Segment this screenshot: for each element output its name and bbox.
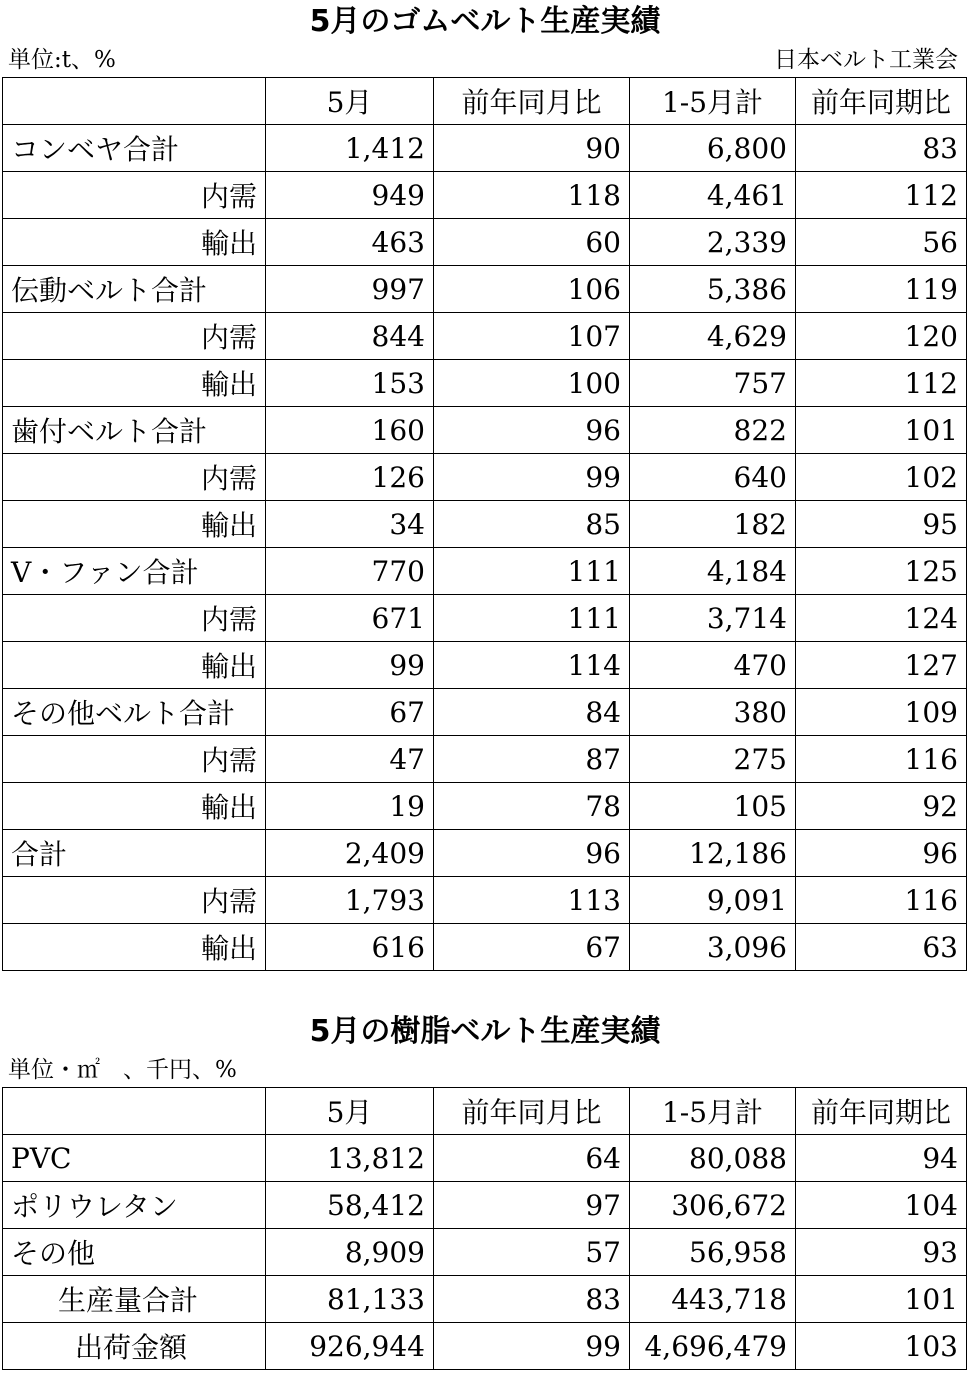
table-cell: 100 xyxy=(434,360,630,407)
row-label: 生産量合計 xyxy=(3,1276,266,1323)
table-cell: 81,133 xyxy=(266,1276,434,1323)
table-cell: 105 xyxy=(630,783,796,830)
table-cell: 96 xyxy=(796,830,967,877)
table-cell: 84 xyxy=(434,689,630,736)
table-cell: 99 xyxy=(434,454,630,501)
table-cell: 57 xyxy=(434,1229,630,1276)
table-cell: 103 xyxy=(796,1323,967,1370)
table-cell: 96 xyxy=(434,407,630,454)
row-label: 内需 xyxy=(3,454,266,501)
table-cell: 470 xyxy=(630,642,796,689)
row-label: その他ベルト合計 xyxy=(3,689,266,736)
table-row xyxy=(3,830,967,877)
table-row xyxy=(3,172,967,219)
table-row xyxy=(3,1135,967,1182)
table-cell: 1,793 xyxy=(266,877,434,924)
table-cell: 109 xyxy=(796,689,967,736)
column-header: 前年同期比 xyxy=(796,78,967,125)
table-row xyxy=(3,407,967,454)
table-cell: 13,812 xyxy=(266,1135,434,1182)
table-row xyxy=(3,125,967,172)
table-cell: 56,958 xyxy=(630,1229,796,1276)
table-cell: 83 xyxy=(434,1276,630,1323)
table-row xyxy=(3,1276,967,1323)
table-cell: 120 xyxy=(796,313,967,360)
table-cell: 113 xyxy=(434,877,630,924)
table-cell: 111 xyxy=(434,595,630,642)
row-label: 合計 xyxy=(3,830,266,877)
table-row xyxy=(3,548,967,595)
table-cell: 116 xyxy=(796,736,967,783)
table-cell: 93 xyxy=(796,1229,967,1276)
row-label: 出荷金額 xyxy=(3,1323,266,1370)
row-label: ポリウレタン xyxy=(3,1182,266,1229)
table-cell: 443,718 xyxy=(630,1276,796,1323)
table-cell: 8,909 xyxy=(266,1229,434,1276)
table-row xyxy=(3,219,967,266)
table-cell: 126 xyxy=(266,454,434,501)
table-cell: 125 xyxy=(796,548,967,595)
table-cell: 119 xyxy=(796,266,967,313)
table-row xyxy=(3,266,967,313)
table-cell: 47 xyxy=(266,736,434,783)
table-cell: 63 xyxy=(796,924,967,971)
table-cell: 9,091 xyxy=(630,877,796,924)
table-row xyxy=(3,595,967,642)
table-cell: 114 xyxy=(434,642,630,689)
table-cell: 102 xyxy=(796,454,967,501)
row-label: 内需 xyxy=(3,877,266,924)
table-cell: 5,386 xyxy=(630,266,796,313)
table-cell: 2,339 xyxy=(630,219,796,266)
row-label: 内需 xyxy=(3,736,266,783)
rubber-source: 日本ベルト工業会 xyxy=(774,47,958,73)
table-cell: 12,186 xyxy=(630,830,796,877)
table-cell: 949 xyxy=(266,172,434,219)
table-row xyxy=(3,501,967,548)
table-cell: 111 xyxy=(434,548,630,595)
table-cell: 83 xyxy=(796,125,967,172)
row-label: 輸出 xyxy=(3,360,266,407)
table-row xyxy=(3,877,967,924)
table-row xyxy=(3,736,967,783)
table-cell: 1,412 xyxy=(266,125,434,172)
table-row xyxy=(3,1323,967,1370)
column-header: 1-5月計 xyxy=(630,1088,796,1135)
table-row xyxy=(3,454,967,501)
table-cell: 92 xyxy=(796,783,967,830)
table-cell: 2,409 xyxy=(266,830,434,877)
table-cell: 104 xyxy=(796,1182,967,1229)
rubber-table xyxy=(2,77,967,971)
table-cell: 106 xyxy=(434,266,630,313)
table-cell: 160 xyxy=(266,407,434,454)
column-header: 前年同月比 xyxy=(434,78,630,125)
resin-table xyxy=(2,1087,967,1370)
table-cell: 640 xyxy=(630,454,796,501)
table-cell: 97 xyxy=(434,1182,630,1229)
header-row xyxy=(3,1088,967,1135)
table-cell: 112 xyxy=(796,172,967,219)
table-cell: 822 xyxy=(630,407,796,454)
table-cell: 67 xyxy=(434,924,630,971)
table-cell: 99 xyxy=(434,1323,630,1370)
table-cell: 4,696,479 xyxy=(630,1323,796,1370)
table-cell: 107 xyxy=(434,313,630,360)
table-row xyxy=(3,689,967,736)
table-cell: 153 xyxy=(266,360,434,407)
header-corner xyxy=(3,1088,266,1135)
row-label: その他 xyxy=(3,1229,266,1276)
table-row xyxy=(3,642,967,689)
table-cell: 80,088 xyxy=(630,1135,796,1182)
resin-unit: 単位・㎡ 、千円、% xyxy=(8,1057,237,1083)
table-cell: 275 xyxy=(630,736,796,783)
table-cell: 19 xyxy=(266,783,434,830)
row-label: PVC xyxy=(3,1135,266,1182)
table-cell: 118 xyxy=(434,172,630,219)
table-cell: 99 xyxy=(266,642,434,689)
resin-title: 5月の樹脂ベルト生産実績 xyxy=(309,1014,661,1049)
table-cell: 127 xyxy=(796,642,967,689)
table-cell: 463 xyxy=(266,219,434,266)
table-cell: 3,096 xyxy=(630,924,796,971)
table-cell: 616 xyxy=(266,924,434,971)
rubber-title: 5月のゴムベルト生産実績 xyxy=(309,4,661,39)
row-label: コンベヤ合計 xyxy=(3,125,266,172)
row-label: 輸出 xyxy=(3,642,266,689)
table-cell: 844 xyxy=(266,313,434,360)
table-cell: 85 xyxy=(434,501,630,548)
row-label: 内需 xyxy=(3,595,266,642)
table-cell: 64 xyxy=(434,1135,630,1182)
table-cell: 997 xyxy=(266,266,434,313)
table-cell: 6,800 xyxy=(630,125,796,172)
table-cell: 380 xyxy=(630,689,796,736)
row-label: 輸出 xyxy=(3,924,266,971)
table-cell: 112 xyxy=(796,360,967,407)
table-cell: 101 xyxy=(796,1276,967,1323)
table-cell: 56 xyxy=(796,219,967,266)
table-cell: 926,944 xyxy=(266,1323,434,1370)
column-header: 1-5月計 xyxy=(630,78,796,125)
table-cell: 87 xyxy=(434,736,630,783)
table-row xyxy=(3,313,967,360)
table-cell: 67 xyxy=(266,689,434,736)
table-cell: 770 xyxy=(266,548,434,595)
table-cell: 4,461 xyxy=(630,172,796,219)
row-label: 輸出 xyxy=(3,501,266,548)
table-cell: 4,184 xyxy=(630,548,796,595)
table-cell: 60 xyxy=(434,219,630,266)
table-row xyxy=(3,924,967,971)
header-corner xyxy=(3,78,266,125)
row-label: 内需 xyxy=(3,313,266,360)
table-row xyxy=(3,1229,967,1276)
table-cell: 4,629 xyxy=(630,313,796,360)
row-label: V・ファン合計 xyxy=(3,548,266,595)
table-cell: 671 xyxy=(266,595,434,642)
table-row xyxy=(3,1182,967,1229)
row-label: 内需 xyxy=(3,172,266,219)
row-label: 輸出 xyxy=(3,219,266,266)
table-cell: 58,412 xyxy=(266,1182,434,1229)
column-header: 前年同月比 xyxy=(434,1088,630,1135)
table-cell: 3,714 xyxy=(630,595,796,642)
table-cell: 34 xyxy=(266,501,434,548)
table-cell: 78 xyxy=(434,783,630,830)
rubber-unit: 単位:t、% xyxy=(8,47,116,73)
table-cell: 94 xyxy=(796,1135,967,1182)
table-cell: 182 xyxy=(630,501,796,548)
table-cell: 95 xyxy=(796,501,967,548)
column-header: 前年同期比 xyxy=(796,1088,967,1135)
table-row xyxy=(3,360,967,407)
table-row xyxy=(3,783,967,830)
table-cell: 90 xyxy=(434,125,630,172)
table-cell: 306,672 xyxy=(630,1182,796,1229)
row-label: 歯付ベルト合計 xyxy=(3,407,266,454)
column-header: 5月 xyxy=(266,1088,434,1135)
row-label: 伝動ベルト合計 xyxy=(3,266,266,313)
table-cell: 96 xyxy=(434,830,630,877)
table-cell: 124 xyxy=(796,595,967,642)
row-label: 輸出 xyxy=(3,783,266,830)
table-cell: 116 xyxy=(796,877,967,924)
column-header: 5月 xyxy=(266,78,434,125)
header-row xyxy=(3,78,967,125)
table-cell: 757 xyxy=(630,360,796,407)
table-cell: 101 xyxy=(796,407,967,454)
